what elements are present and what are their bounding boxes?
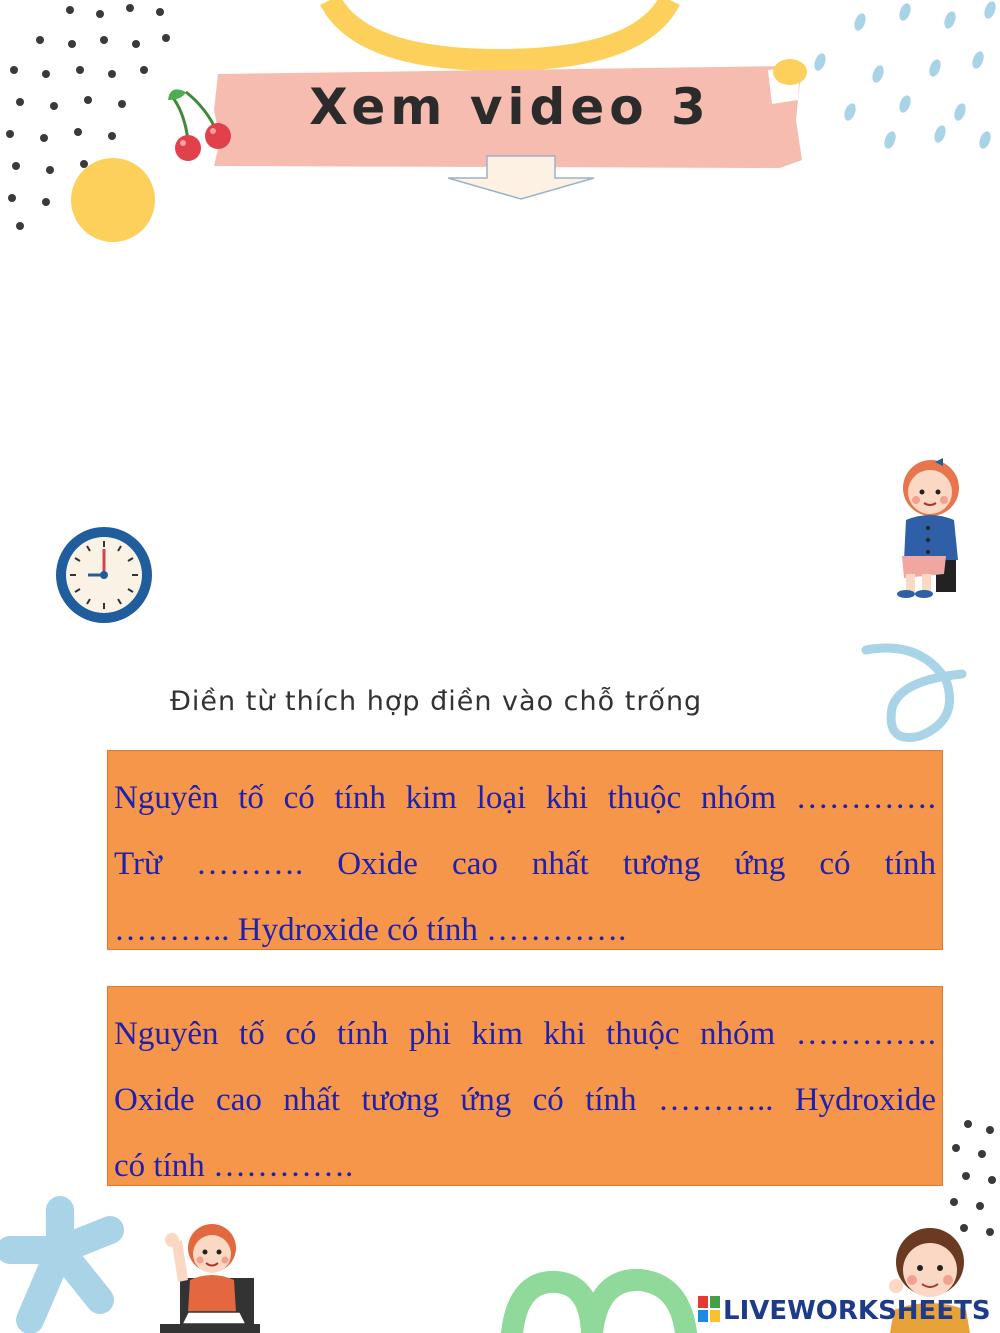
liveworksheets-logo-icon: [698, 1296, 720, 1322]
dot-pattern-bottom-right: [950, 1120, 996, 1236]
boy-illustration: [160, 1224, 260, 1333]
page-title: Xem video 3: [309, 78, 711, 136]
instruction-text: Điền từ thích hợp điền vào chỗ trống: [170, 686, 703, 717]
clock-icon: [56, 527, 152, 623]
exercise-2-line-3: có tính ………….: [114, 1148, 354, 1184]
exercise-2-line-1: Nguyên tố có tính phi kim khi thuộc nhóm ………….: [114, 1016, 936, 1052]
girl-illustration: [897, 458, 959, 598]
yellow-arc-decoration: [330, 0, 670, 60]
logo-text: LIVEWORKSHEETS: [723, 1296, 991, 1326]
exercise-1-line-2: Trừ ………. Oxide cao nhất tương ứng có tính: [114, 846, 936, 882]
yellow-circle-decoration: [71, 158, 155, 242]
blue-drops-decoration: [812, 0, 998, 150]
green-wave-decoration: [512, 1280, 686, 1333]
exercise-box-1: [107, 750, 943, 950]
blue-curl-decoration: [866, 648, 962, 737]
blue-star-decoration: [10, 1210, 110, 1320]
exercise-2-line-2: Oxide cao nhất tương ứng có tính ……….. Hydroxide: [114, 1082, 936, 1118]
liveworksheets-logo[interactable]: [698, 1296, 991, 1330]
exercise-1-line-3: ……….. Hydroxide có tính ………….: [114, 912, 627, 948]
exercise-1-line-1: Nguyên tố có tính kim loại khi thuộc nhóm ………….: [114, 780, 936, 816]
exercise-box-2: [107, 986, 943, 1186]
